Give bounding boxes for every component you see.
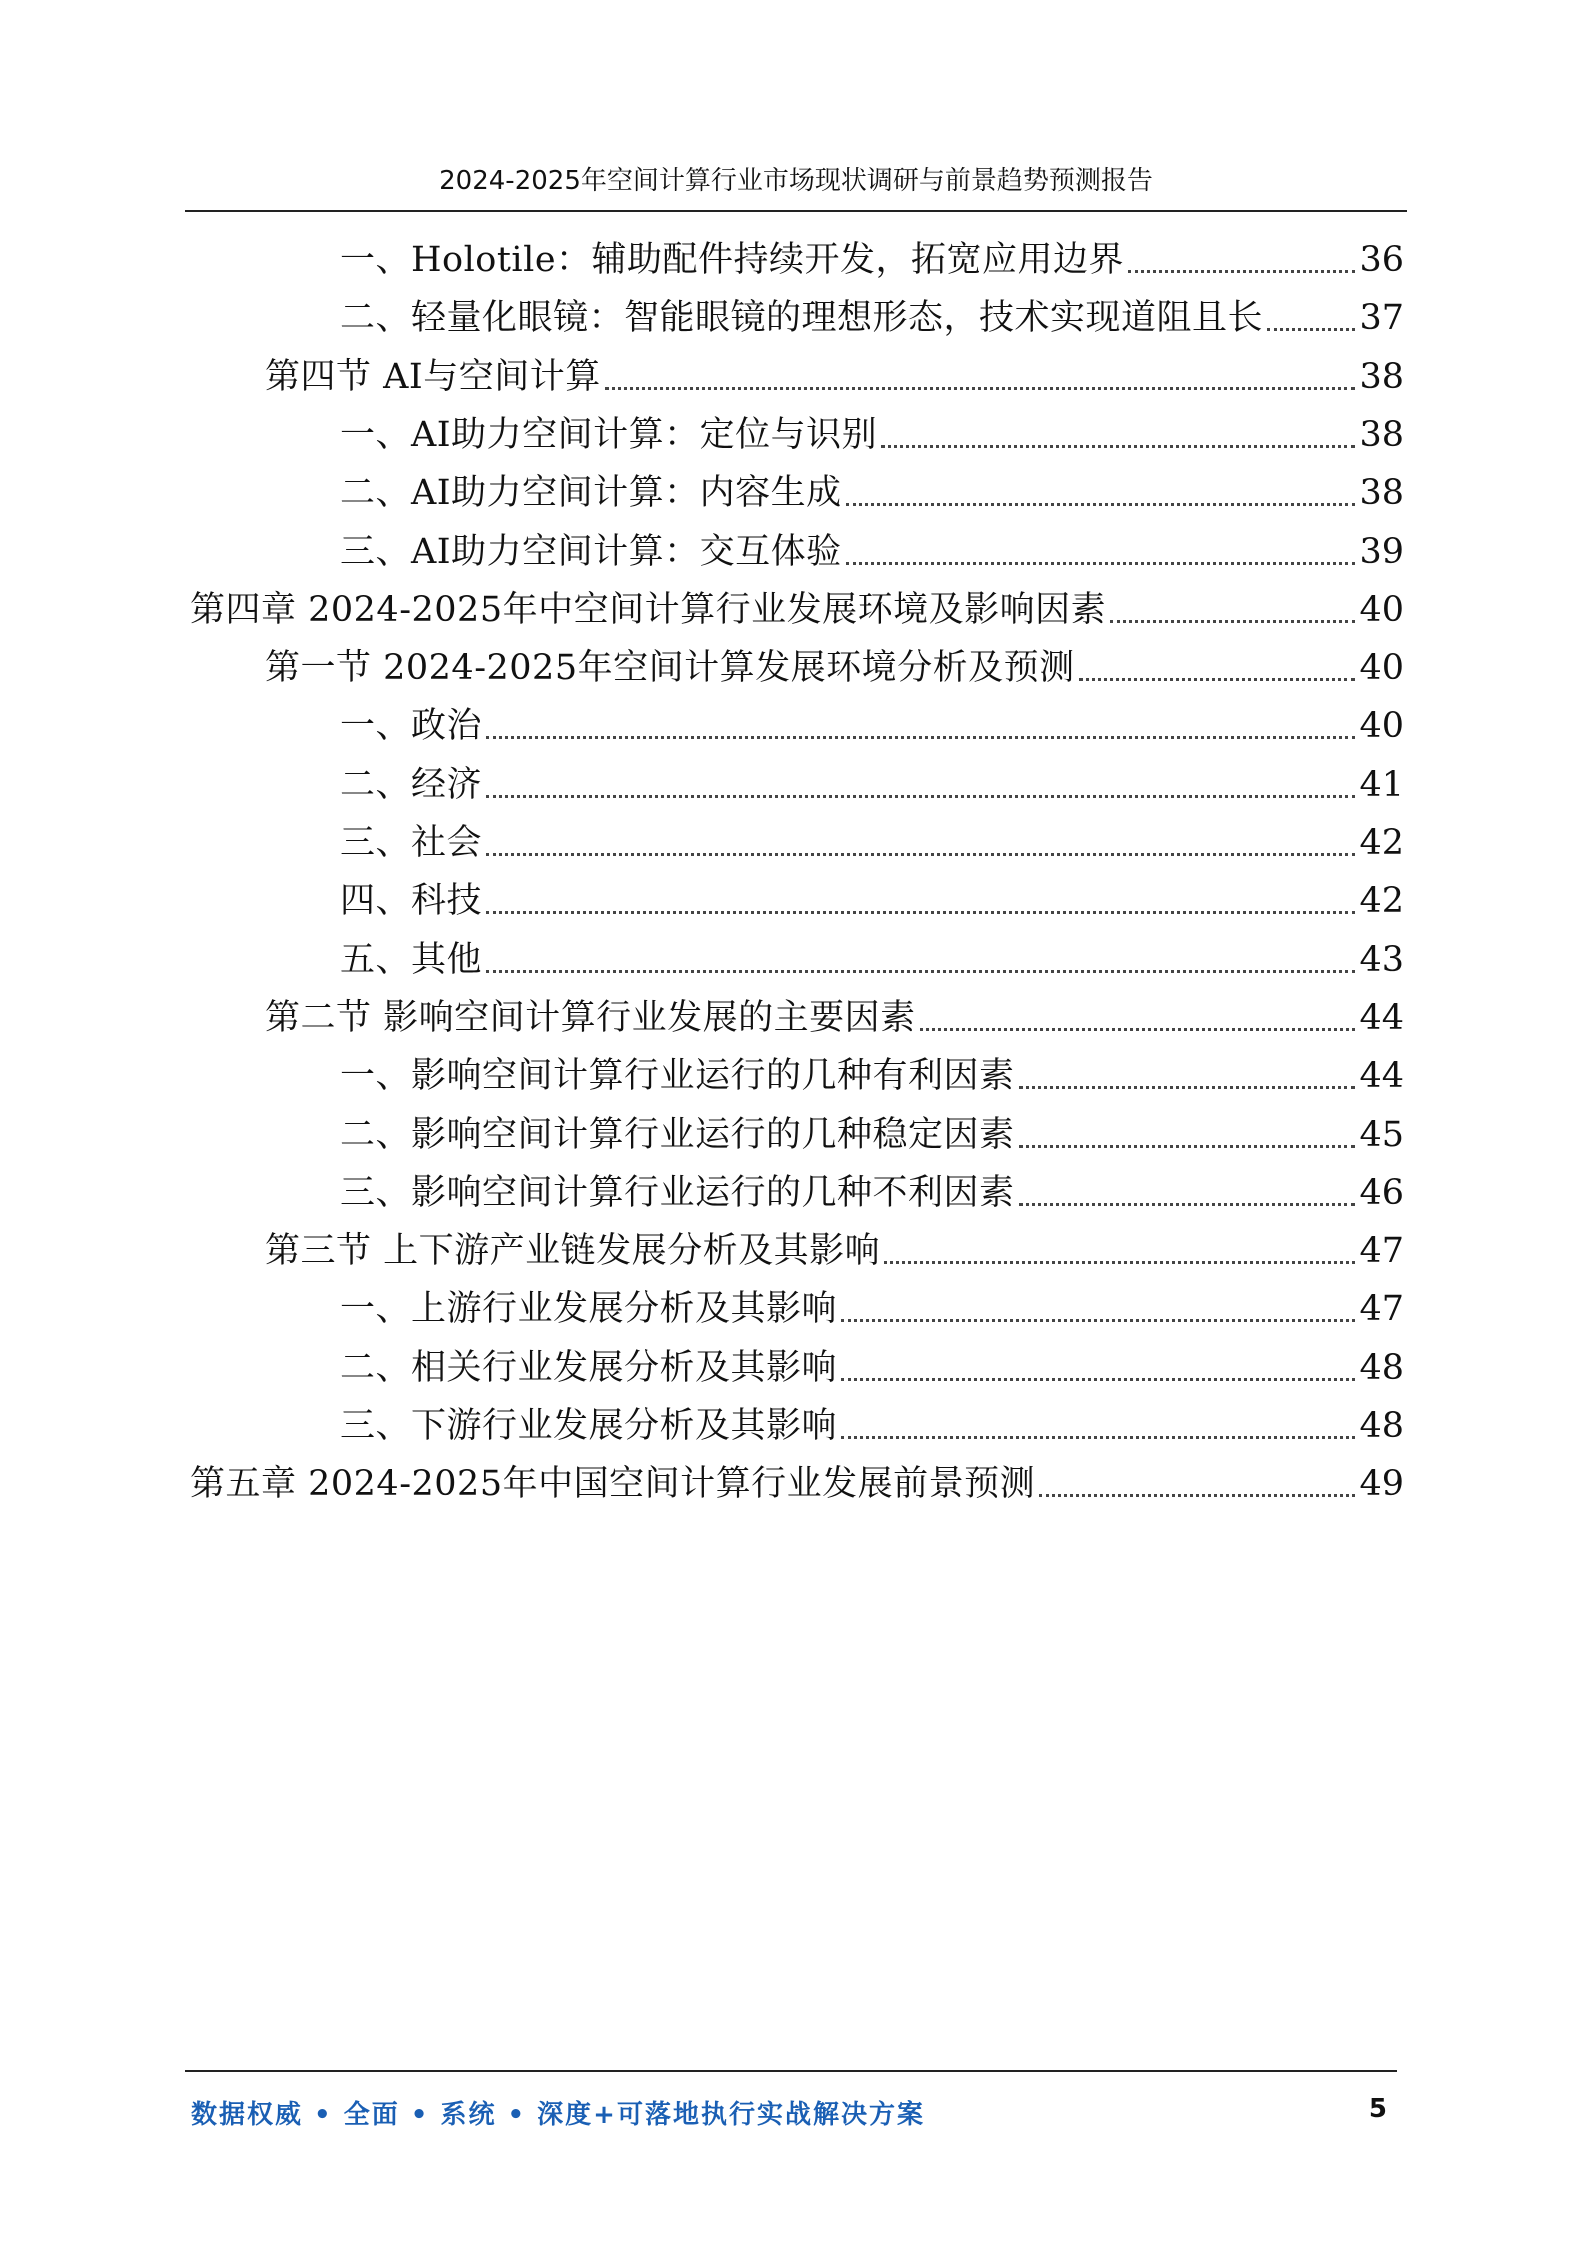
toc-entry-title: 一、影响空间计算行业运行的几种有利因素 xyxy=(340,1056,1015,1097)
toc-dot-leader xyxy=(486,911,1355,914)
toc-entry-page: 39 xyxy=(1359,531,1404,572)
toc-entry[interactable] xyxy=(340,455,1404,515)
toc-dot-leader xyxy=(1019,1203,1356,1206)
toc-entry-title: 一、AI助力空间计算：定位与识别 xyxy=(340,414,878,455)
toc-entry[interactable] xyxy=(340,1271,1404,1331)
toc-entry-title: 四、科技 xyxy=(340,881,483,922)
toc-entry-page: 40 xyxy=(1359,648,1404,689)
toc-entry[interactable] xyxy=(190,1446,1404,1506)
toc-entry-title: 一、Holotile：辅助配件持续开发，拓宽应用边界 xyxy=(340,240,1125,280)
toc-entry-title: 五、其他 xyxy=(340,939,483,980)
toc-entry-title: 三、社会 xyxy=(340,823,483,863)
toc-entry[interactable] xyxy=(340,805,1404,865)
toc-entry-page: 47 xyxy=(1359,1289,1404,1330)
toc-entry[interactable] xyxy=(265,1213,1404,1273)
toc-entry-page: 48 xyxy=(1359,1347,1404,1388)
toc-entry[interactable] xyxy=(340,222,1404,282)
toc-dot-leader xyxy=(841,1319,1355,1322)
toc-entry-page: 38 xyxy=(1359,414,1404,455)
toc-dot-leader xyxy=(1039,1494,1355,1497)
toc-entry[interactable] xyxy=(190,572,1404,632)
toc-entry[interactable] xyxy=(265,339,1404,399)
toc-entry-page: 38 xyxy=(1359,473,1404,514)
toc-entry-page: 45 xyxy=(1359,1114,1404,1155)
toc-entry[interactable] xyxy=(340,1038,1404,1098)
toc-entry-page: 40 xyxy=(1359,589,1404,630)
toc-dot-leader xyxy=(841,1378,1355,1381)
toc-entry-title: 一、上游行业发展分析及其影响 xyxy=(340,1289,838,1330)
toc-dot-leader xyxy=(1128,270,1355,273)
toc-entry-page: 40 xyxy=(1359,706,1404,747)
toc-entry-page: 42 xyxy=(1359,881,1404,922)
toc-entry[interactable] xyxy=(340,747,1404,807)
toc-entry[interactable] xyxy=(265,630,1404,690)
toc-dot-leader xyxy=(1019,1145,1356,1148)
toc-entry[interactable] xyxy=(340,280,1404,340)
toc-entry[interactable] xyxy=(340,1388,1404,1448)
toc-entry-title: 三、AI助力空间计算：交互体验 xyxy=(340,531,842,572)
toc-entry-title: 第三节 上下游产业链发展分析及其影响 xyxy=(265,1231,881,1272)
toc-dot-leader xyxy=(841,1436,1355,1439)
toc-entry-page: 49 xyxy=(1359,1464,1404,1505)
toc-entry-page: 44 xyxy=(1359,1056,1404,1097)
toc-entry[interactable] xyxy=(340,514,1404,574)
report-title: 2024-2025年空间计算行业市场现状调研与前景趋势预测报告 xyxy=(439,166,1153,196)
toc-entry-title: 二、相关行业发展分析及其影响 xyxy=(340,1347,838,1388)
toc-entry-title: 三、下游行业发展分析及其影响 xyxy=(340,1406,838,1446)
toc-entry-title: 二、AI助力空间计算：内容生成 xyxy=(340,473,842,514)
toc-dot-leader xyxy=(920,1028,1356,1031)
toc-entry-page: 46 xyxy=(1359,1172,1404,1213)
page-header xyxy=(185,152,1407,212)
toc-entry-page: 47 xyxy=(1359,1231,1404,1272)
toc-entry[interactable] xyxy=(340,1155,1404,1215)
toc-dot-leader xyxy=(486,970,1355,973)
toc-entry-page: 42 xyxy=(1359,823,1404,863)
toc-entry-title: 三、影响空间计算行业运行的几种不利因素 xyxy=(340,1172,1015,1213)
toc-entry[interactable] xyxy=(340,1330,1404,1390)
toc-dot-leader xyxy=(1079,678,1356,681)
toc-dot-leader xyxy=(486,853,1355,856)
footer-page-number: 5 xyxy=(1368,2094,1387,2124)
toc-entry[interactable] xyxy=(340,688,1404,748)
toc-dot-leader xyxy=(605,387,1356,390)
toc-entry-title: 二、经济 xyxy=(340,764,483,805)
toc-entry-page: 38 xyxy=(1359,356,1404,397)
toc-entry-page: 41 xyxy=(1359,764,1404,805)
toc-dot-leader xyxy=(846,562,1356,565)
toc-entry-page: 48 xyxy=(1359,1406,1404,1446)
toc-entry[interactable] xyxy=(340,863,1404,923)
toc-entry-page: 43 xyxy=(1359,939,1404,980)
toc-entry-title: 第一节 2024-2025年空间计算发展环境分析及预测 xyxy=(265,648,1075,689)
page-footer xyxy=(185,2070,1397,2130)
toc-dot-leader xyxy=(1019,1086,1356,1089)
toc-entry-page: 44 xyxy=(1359,997,1404,1038)
toc-entry-title: 第四章 2024-2025年中空间计算行业发展环境及影响因素 xyxy=(190,589,1107,630)
toc-dot-leader xyxy=(884,1261,1355,1264)
toc-entry[interactable] xyxy=(340,922,1404,982)
toc-entry-title: 一、政治 xyxy=(340,706,483,747)
toc-dot-leader xyxy=(846,503,1356,506)
toc-dot-leader xyxy=(486,736,1355,739)
toc-entry-title: 第五章 2024-2025年中国空间计算行业发展前景预测 xyxy=(190,1464,1036,1505)
toc-dot-leader xyxy=(486,795,1355,798)
toc-entry-title: 第四节 AI与空间计算 xyxy=(265,356,601,397)
toc-dot-leader xyxy=(1110,620,1355,623)
toc-entry-title: 二、影响空间计算行业运行的几种稳定因素 xyxy=(340,1114,1015,1155)
toc-entry[interactable] xyxy=(340,397,1404,457)
toc-dot-leader xyxy=(881,445,1355,448)
toc-entry-title: 第二节 影响空间计算行业发展的主要因素 xyxy=(265,997,916,1038)
toc-entry-page: 37 xyxy=(1359,298,1404,339)
toc-entry[interactable] xyxy=(265,980,1404,1040)
toc-entry-page: 36 xyxy=(1359,240,1404,280)
toc-entry[interactable] xyxy=(340,1097,1404,1157)
toc-entry-title: 二、轻量化眼镜：智能眼镜的理想形态，技术实现道阻且长 xyxy=(340,298,1264,339)
footer-slogan: 数据权威 • 全面 • 系统 • 深度+可落地执行实战解决方案 xyxy=(191,2100,925,2130)
toc-dot-leader xyxy=(1267,328,1355,331)
